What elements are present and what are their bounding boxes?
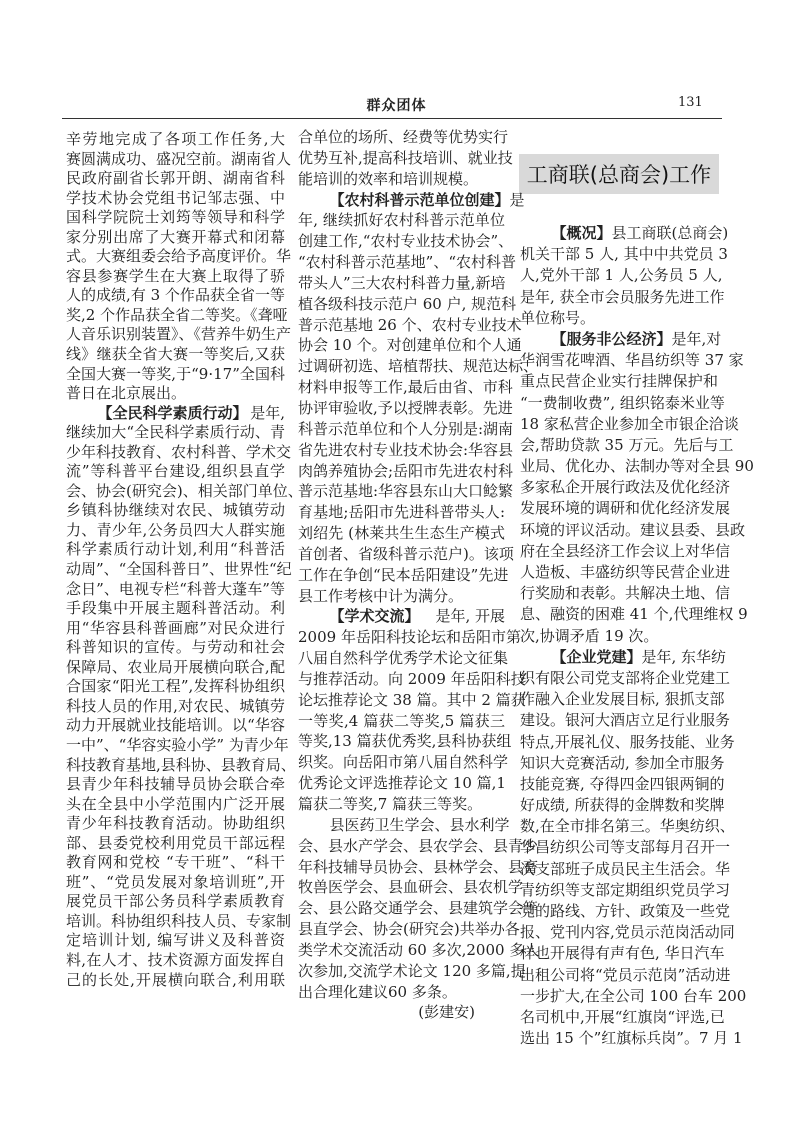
subsection-heading: 【学术交流】 xyxy=(329,607,420,626)
text-run: 是 xyxy=(509,190,525,209)
text-line: 一步扩大,在全公司 100 台车 200 xyxy=(520,986,747,1005)
text-line: 省先进农村专业技术协会:华容县 xyxy=(298,440,514,459)
running-header xyxy=(0,93,793,113)
text-line: 特点,开展礼仪、服务技能、业务 xyxy=(520,732,735,751)
text-line: 育基地;岳阳市先进科普带头人: xyxy=(298,503,505,522)
text-line: 奖,2 个作品获全省二等奖。《聋哑 xyxy=(66,305,288,324)
text-line: 一等奖,4 篇获二等奖,5 篇获三 xyxy=(298,711,505,730)
section-name: 群众团体 xyxy=(366,98,427,114)
text-line: 业局、优化办、法制办等对全县 90 xyxy=(520,457,754,476)
text-line: 保障局、农业局开展横向联合,配 xyxy=(66,657,285,676)
subsection-heading: 【农村科普示范单位创建】 xyxy=(329,190,510,209)
text-line: 定培训计划, 编写讲义及科普资 xyxy=(66,931,285,950)
text-line: 优势互补,提高科技培训、就业技 xyxy=(298,148,513,167)
text-line: 民政府副省长郭开朗、湖南省科 xyxy=(66,169,285,188)
text-line: 人音乐识别装置》、《营养牛奶生产 xyxy=(66,325,292,344)
text-line: 一中”、“华容实验小学” 为青少年 xyxy=(66,735,289,754)
text-line: 乡镇科协继续对农民、城镇劳动 xyxy=(66,501,285,520)
text-line: 重点民营企业实行挂牌保护和 xyxy=(520,372,718,391)
text-run: 是年, 开展 xyxy=(435,607,505,626)
text-line: 能培训的效率和培训规模。 xyxy=(298,169,479,188)
text-line: 全国大赛一等奖,于“9·17”全国科 xyxy=(66,364,285,383)
text-line: 辛劳地完成了各项工作任务,大 xyxy=(66,130,285,148)
author-signature: (彭建安) xyxy=(418,1003,475,1022)
text-line: 材料申报等工作,最后由省、市科 xyxy=(298,378,513,397)
text-line: “一费制收费”, 组织铭泰米业等 xyxy=(520,393,725,412)
text-line xyxy=(520,224,729,242)
text-line: 教育网和党校 “专干班”、“科干 xyxy=(66,853,285,872)
header-rule xyxy=(62,118,722,119)
text-line: 继续加大“全民科学素质行动、青 xyxy=(66,423,285,442)
text-line: 部、县委党校利用党员干部远程 xyxy=(66,833,285,852)
subsection-heading: 【全民科学素质行动】 xyxy=(97,403,248,422)
text-run: 县工商联(总商会) xyxy=(611,224,729,242)
text-line: 出租公司将“党员示范岗”活动进 xyxy=(520,965,731,984)
subsection-heading: 【企业党建】 xyxy=(551,647,642,666)
text-line: 首创者、省级科普示范户)。该项 xyxy=(298,544,514,563)
text-line: “农村科普示范基地”、“农村科普 xyxy=(298,253,517,272)
text-line: 县工作考核中计为满分。 xyxy=(298,586,464,605)
text-line: 华昌纺织公司等支部每月召开一 xyxy=(520,838,731,857)
text-line: 手段集中开展主题科普活动。利 xyxy=(66,599,285,618)
text-line: 多家私企开展行政法及优化经济 xyxy=(520,478,731,497)
text-line: 与推荐活动。向 2009 年岳阳科技 xyxy=(298,669,526,688)
text-line: 名司机中,开展“红旗岗“评选,已 xyxy=(520,1007,725,1026)
text-line xyxy=(520,329,722,348)
text-line: 力、青少年,公务员四大人群实施 xyxy=(66,520,285,539)
text-line: 植各级科技示范户 60 户, 规范科 xyxy=(298,294,517,313)
text-line xyxy=(66,403,285,422)
text-line: 青纺织等支部定期组织党员学习 xyxy=(520,880,731,899)
text-column-2 xyxy=(298,128,540,1026)
text-line: 流”等科普平台建设,组织县直学 xyxy=(66,462,285,481)
text-line: 八届自然科学优秀学术论文征集 xyxy=(298,649,509,668)
text-line: 带头人”三大农村科普力量,新培 xyxy=(298,273,506,292)
text-line: 班”、“党员发展对象培训班”,开 xyxy=(66,872,285,891)
text-line: 肉鸽养殖协会;岳阳市先进农村科 xyxy=(298,461,514,480)
text-line: 党的路线、方针、政策及一些党 xyxy=(520,902,731,920)
text-line: 国科学院院士刘筠等领导和科学 xyxy=(66,208,285,227)
text-run: 是年, xyxy=(250,403,285,422)
text-line: 培训。科协组织科技人员、专家制 xyxy=(66,911,292,930)
text-line: 协会 10 个。对创建单位和个人通 xyxy=(298,336,522,355)
text-line: 会、县水产学会、县农学会、县青少 xyxy=(298,836,539,855)
section-title: 工商联(总商会)工作 xyxy=(526,163,712,187)
text-line: 刘绍先 (林莱共生生态生产模式 xyxy=(298,524,505,543)
text-line: 头在全县中小学范围内广泛开展 xyxy=(66,794,285,813)
text-line: 普日在北京展出。 xyxy=(66,384,187,403)
text-line: 次参加,交流学术论文 120 多篇,提 xyxy=(298,961,526,980)
text-line: 少年科技教育、农村科普、学术交 xyxy=(66,442,292,461)
text-line: 合国家“阳光工程”,发挥科协组织 xyxy=(66,677,285,696)
text-line: 会、协会(研究会)、相关部门单位、 xyxy=(66,481,303,500)
text-line xyxy=(298,190,525,209)
text-line: 次,协调矛盾 19 次。 xyxy=(520,626,659,645)
text-run: 是年, 东华纺 xyxy=(641,647,727,666)
text-line: 2009 年岳阳科技论坛和岳阳市第 xyxy=(298,628,521,647)
text-line: 学技术协会党组书记邹志强、中 xyxy=(66,188,285,207)
text-line: 牧兽医学会、县血研会、县农机学 xyxy=(298,878,524,897)
text-line: 科技教育基地,县科协、县教育局、 xyxy=(66,755,296,774)
section-title-box xyxy=(519,154,719,194)
text-line: 优秀论文评选推荐论文 10 篇,1 xyxy=(298,774,506,793)
text-line: 县医药卫生学会、县水利学 xyxy=(329,815,510,834)
text-line: 建设。银河大酒店立足行业服务 xyxy=(520,711,731,730)
text-line: 技能竞赛, 夺得四金四银两铜的 xyxy=(520,774,725,793)
text-column-1 xyxy=(66,130,303,992)
text-column-3 xyxy=(520,224,754,1052)
text-line: 出合理化建议60 多条。 xyxy=(298,982,457,1001)
text-line: 年, 继续抓好农村科普示范单位 xyxy=(298,211,505,230)
text-line: 动周”、“全国科普日”、世界性“纪 xyxy=(66,560,292,579)
text-line: 人,党外干部 1 人,公务员 5 人, xyxy=(520,266,723,285)
text-line: 行奖励和表彰。共解决土地、信 xyxy=(520,584,731,603)
text-line: 创建工作,“农村专业技术协会”、 xyxy=(298,232,514,251)
text-line: 好成绩, 所获得的金牌数和奖牌 xyxy=(520,796,725,815)
text-line: 年科技辅导员协会、县林学会、县畜 xyxy=(298,857,539,876)
text-line: 展党员干部公务员科学素质教育 xyxy=(66,892,285,911)
text-line: 县青少年科技辅导员协会联合牵 xyxy=(66,775,285,794)
text-line: 青少年科技教育活动。协助组织 xyxy=(66,814,285,833)
text-line: 会、县公路交通学会、县建筑学会等 xyxy=(298,899,539,918)
text-line: 家分别出席了大赛开幕式和闭幕 xyxy=(66,227,285,246)
text-line: 人的成绩,有 3 个作品获全省一等 xyxy=(66,286,285,305)
text-line: 式。大赛组委会给予高度评价。华 xyxy=(66,247,292,266)
text-line: 作融入企业发展目标, 狠抓支部 xyxy=(520,690,725,709)
text-line: 18 家私营企业参加全市银企洽谈 xyxy=(520,414,739,433)
text-line: 华润雪花啤酒、华昌纺织等 37 家 xyxy=(520,351,744,370)
text-line: 单位称号。 xyxy=(520,308,596,327)
text-line: 合单位的场所、经费等优势实行 xyxy=(298,128,509,146)
text-line: 人造板、丰盛纺织等民营企业进 xyxy=(520,563,731,581)
text-line: 织奖。向岳阳市第八届自然科学 xyxy=(298,753,509,772)
text-line: 普示范基地:华容县东山大口鲶繁 xyxy=(298,482,514,501)
text-line: 等奖,13 篇获优秀奖,县科协获组 xyxy=(298,732,512,751)
text-line: 次支部班子成员民主生活会。华 xyxy=(520,859,731,878)
text-line: 念日”、电视专栏“科普大蓬车”等 xyxy=(66,579,285,598)
text-line: 会,帮助贷款 35 万元。先后与工 xyxy=(520,435,734,454)
text-line: 选出 15 个”红旗标兵岗”。7 月 1 xyxy=(520,1029,743,1048)
text-line: 动力开展就业技能培训。以“华容 xyxy=(66,716,285,735)
text-line xyxy=(520,647,727,666)
page-number: 131 xyxy=(678,95,703,110)
text-line: 科普知识的宣传。与劳动和社会 xyxy=(66,638,285,657)
text-line: 县直学会、协会(研究会)共举办各 xyxy=(298,920,520,939)
text-line: 府在全县经济工作会议上对华信 xyxy=(520,541,731,560)
text-line: 协评审验收,予以授牌表彰。先进 xyxy=(298,398,513,417)
subsection-heading: 【概况】 xyxy=(551,224,612,242)
text-line: 类学术交流活动 60 多次,2000 多人 xyxy=(298,940,540,959)
text-line: 论坛推荐论文 38 篇。其中 2 篇获 xyxy=(298,690,526,709)
text-line: 容县参赛学生在大赛上取得了骄 xyxy=(66,266,285,285)
text-line: 样也开展得有声有色, 华日汽车 xyxy=(520,944,725,963)
text-line: 科学素质行动计划,利用“科普活 xyxy=(66,540,285,559)
text-line: 工作在争创“民本岳阳建设”先进 xyxy=(298,565,509,584)
text-line: 料,在人才、技术资源方面发挥自 xyxy=(66,950,285,969)
text-line xyxy=(298,609,505,624)
text-line: 普示范基地 26 个、农村专业技术 xyxy=(298,315,522,334)
text-run: 是年,对 xyxy=(671,329,722,348)
text-line: 知识大竞赛活动, 参加全市服务 xyxy=(520,753,725,772)
subsection-heading: 【服务非公经济】 xyxy=(551,329,672,348)
text-line: 报、党刊内容,党员示范岗活动同 xyxy=(520,923,735,942)
text-line: 用“华容县科普画廊”对民众进行 xyxy=(66,618,285,637)
text-line: 环境的评议活动。建议县委、县政 xyxy=(520,520,746,539)
text-line: 是年, 获全市会员服务先进工作 xyxy=(520,287,725,306)
text-line: 己的长处,开展横向联合,利用联 xyxy=(66,970,285,989)
text-line: 赛圆满成功、盛况空前。湖南省人 xyxy=(66,149,292,168)
text-line: 发展环境的调研和优化经济发展 xyxy=(520,499,731,518)
text-line: 机关干部 5 人, 其中中共党员 3 xyxy=(520,245,728,264)
text-line: 科普示范单位和个人分别是:湖南 xyxy=(298,419,514,438)
text-line: 数,在全市排名第三。华奥纺织、 xyxy=(520,817,735,836)
text-line: 织有限公司党支部将企业党建工 xyxy=(520,668,731,687)
text-line: 科技人员的作用,对农民、城镇劳 xyxy=(66,696,285,715)
text-line: 息、融资的困难 41 个,代理维权 9 xyxy=(520,605,748,624)
text-line: 篇获二等奖,7 篇获三等奖。 xyxy=(298,795,483,813)
text-line: 线》继获全省大赛一等奖后,又获 xyxy=(66,345,285,364)
text-line: 过调研初选、培植帮扶、规范达标、 xyxy=(298,357,539,376)
